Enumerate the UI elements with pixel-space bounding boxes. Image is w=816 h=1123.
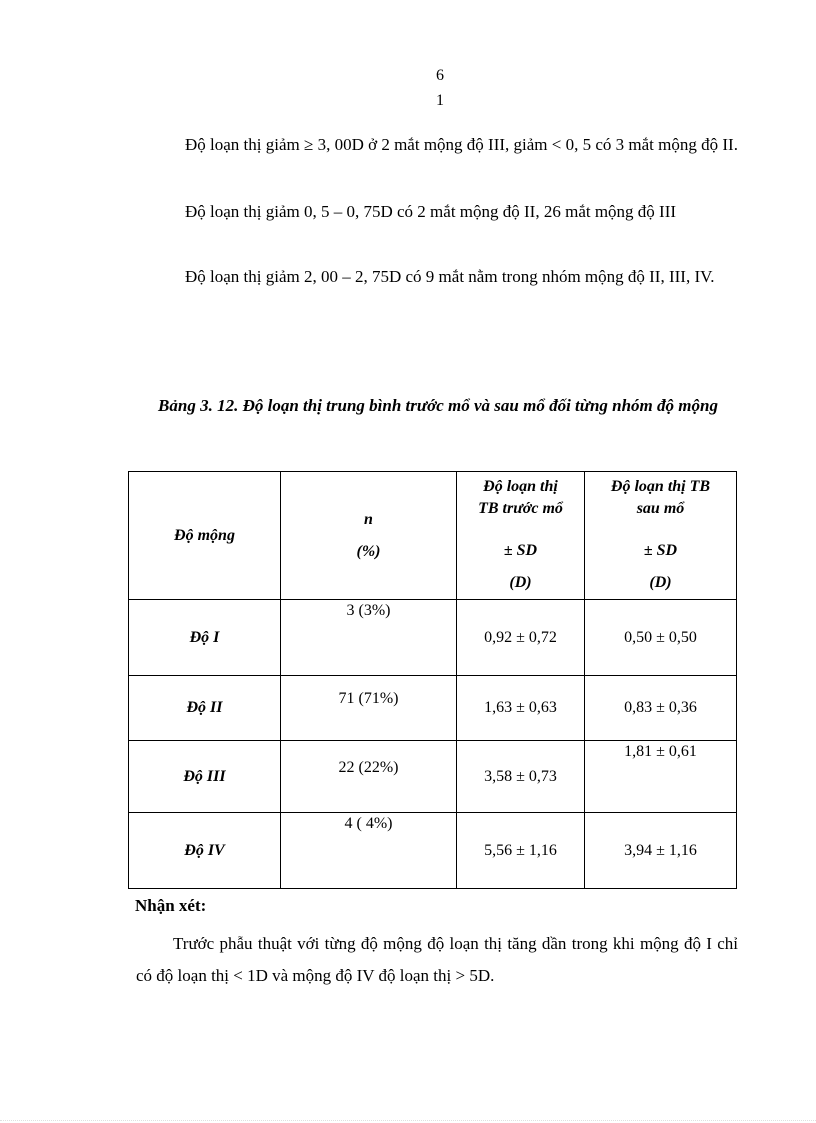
header-n-line2: (%) — [356, 542, 381, 560]
comment-text: Trước phẫu thuật với từng độ mộng độ loạn thị tăng dần trong khi mộng độ I chỉ có độ loạn thị < 1D và mộng độ IV độ loạn thị > 5D. — [136, 934, 738, 985]
row-after: 0,50 ± 0,50 — [585, 600, 737, 676]
row-n: 71 (71%) — [281, 676, 457, 741]
comment-paragraph — [136, 928, 738, 992]
row-after: 3,94 ± 1,16 — [585, 813, 737, 889]
header-after-line4: (D) — [649, 574, 672, 591]
table-row — [129, 741, 737, 813]
row-grade: Độ IV — [129, 813, 281, 889]
paragraph-2 — [136, 195, 738, 228]
table-row — [129, 676, 737, 741]
row-grade: Độ I — [129, 600, 281, 676]
row-after: 1,81 ± 0,61 — [585, 741, 737, 813]
header-grade-text: Độ mộng — [174, 526, 235, 544]
paragraph-1 — [136, 128, 738, 161]
header-after-line1: Độ loạn thị TB — [610, 478, 711, 495]
paragraph-3 — [136, 260, 738, 293]
table-row — [129, 600, 737, 676]
comment-title: Nhận xét: — [135, 896, 207, 915]
page-number-line-2: 1 — [436, 92, 444, 109]
header-after-line3: ± SD — [643, 542, 678, 559]
header-before-line2: TB trước mổ — [478, 500, 563, 517]
header-before-line1: Độ loạn thị — [483, 478, 558, 495]
header-before-line3: ± SD — [503, 542, 538, 559]
row-before: 5,56 ± 1,16 — [457, 813, 585, 889]
astigmatism-table — [128, 471, 737, 889]
header-after — [585, 472, 737, 600]
row-n: 3 (3%) — [281, 600, 457, 676]
header-after-line2: sau mổ — [636, 500, 685, 517]
row-grade: Độ II — [129, 676, 281, 741]
table-caption: Bảng 3. 12. Độ loạn thị trung bình trước mổ và sau mổ đối từng nhóm độ mộng — [158, 396, 718, 415]
row-before: 1,63 ± 0,63 — [457, 676, 585, 741]
row-before: 0,92 ± 0,72 — [457, 600, 585, 676]
row-before: 3,58 ± 0,73 — [457, 741, 585, 813]
row-after: 0,83 ± 0,36 — [585, 676, 737, 741]
header-before — [457, 472, 585, 600]
header-grade — [129, 472, 281, 600]
row-grade: Độ III — [129, 741, 281, 813]
paragraph-1-text: Độ loạn thị giảm ≥ 3, 00D ở 2 mắt mộng độ III, giảm < 0, 5 có 3 mắt mộng độ II. — [185, 135, 738, 154]
paragraph-2-text: Độ loạn thị giảm 0, 5 – 0, 75D có 2 mắt mộng độ II, 26 mắt mộng độ III — [185, 202, 677, 221]
header-before-line4: (D) — [509, 574, 532, 591]
page-bottom-divider — [0, 1120, 816, 1122]
table-row — [129, 813, 737, 889]
table-header-row — [129, 472, 737, 600]
page-number-line-1: 6 — [436, 67, 444, 84]
header-n — [281, 472, 457, 600]
header-n-line1: n — [364, 510, 373, 528]
row-n: 4 ( 4%) — [281, 813, 457, 889]
row-n: 22 (22%) — [281, 741, 457, 813]
paragraph-3-text: Độ loạn thị giảm 2, 00 – 2, 75D có 9 mắt nằm trong nhóm mộng độ II, III, IV. — [185, 267, 715, 286]
